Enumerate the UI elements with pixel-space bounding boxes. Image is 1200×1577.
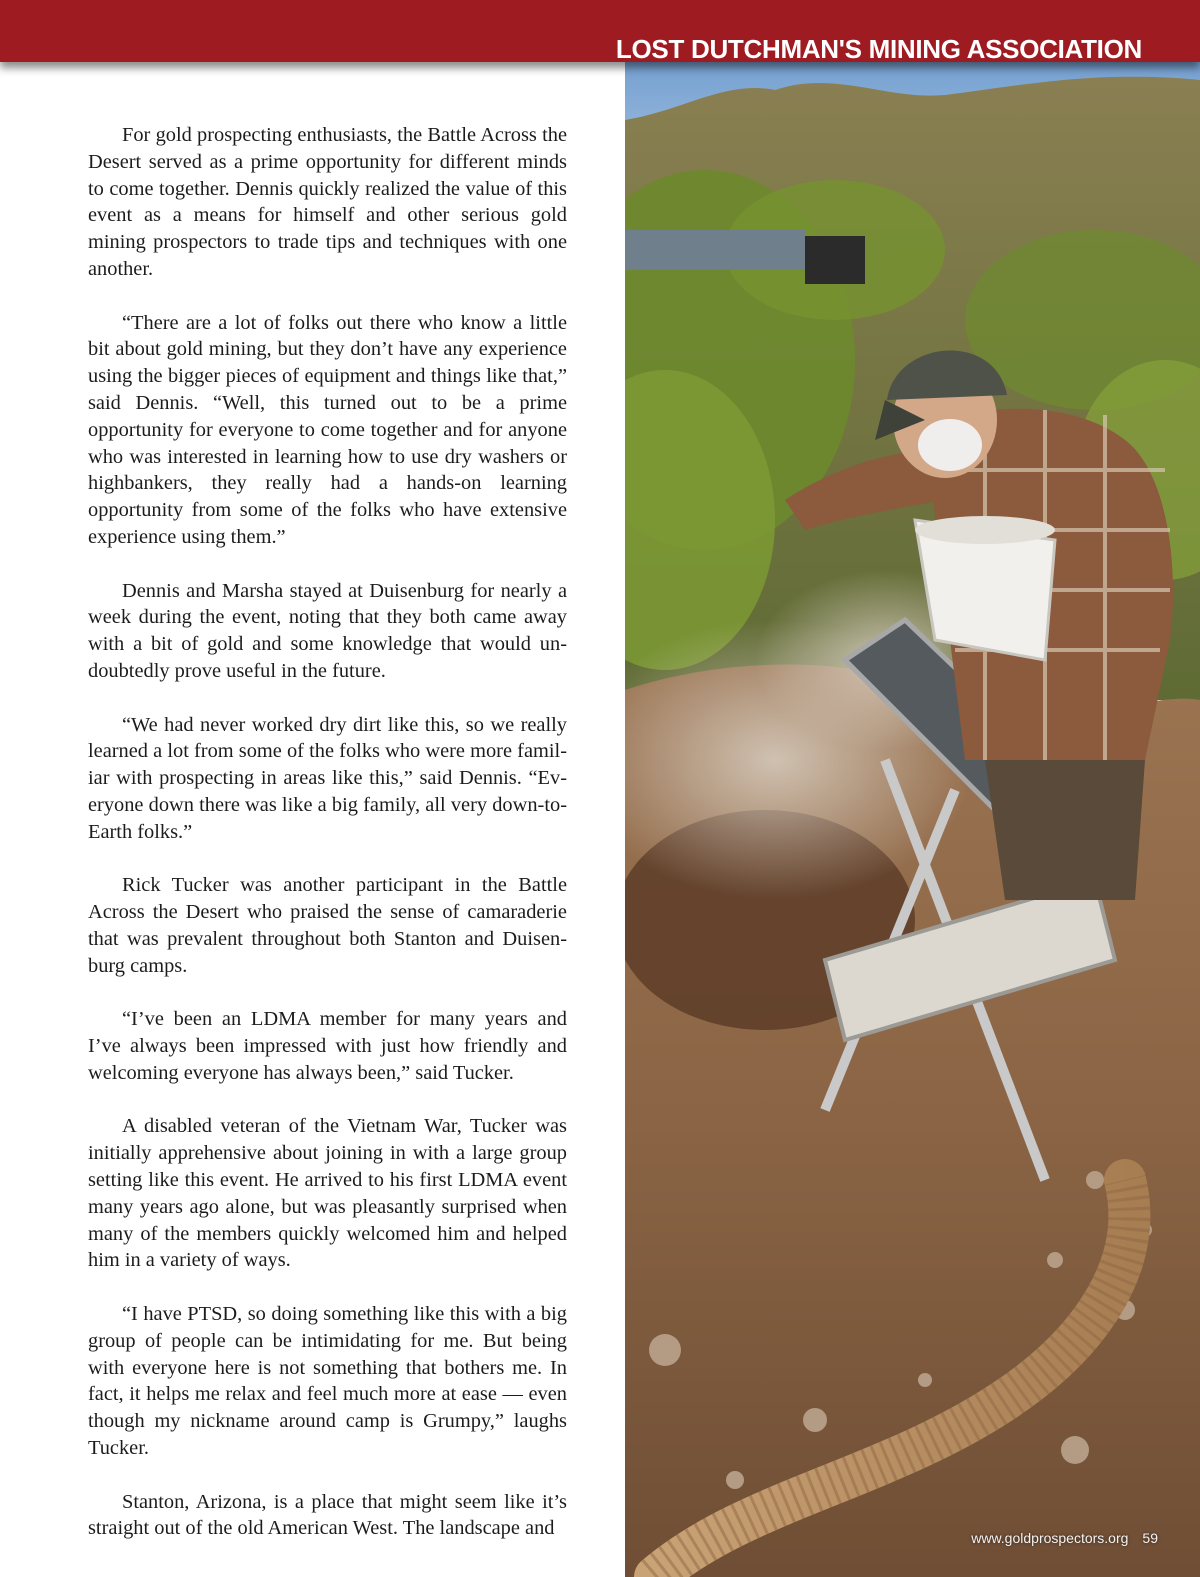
prospector-photo-illustration (625, 0, 1200, 1577)
article-photo (625, 0, 1200, 1577)
masthead-title: LOST DUTCHMAN'S MINING ASSOCIATION (615, 34, 1142, 64)
footer-website: www.goldprospectors.org (971, 1530, 1129, 1546)
page-number: 59 (1142, 1530, 1158, 1546)
article-paragraph: For gold prospecting enthusiasts, the Battle Across the Desert served as a prime opportunity for different minds to come together. Dennis quickly realized the value of this event as a means for himself and other serious gold mining prospectors to trade tips and techniques with one another. (88, 124, 567, 280)
article-body (88, 122, 567, 1569)
article-paragraph: Rick Tucker was another participant in the Battle Across the Desert who praised the sense of camaraderie that was prevalent throughout both Stanton and Duisenburg camps. (88, 874, 567, 977)
article-paragraph: “There are a lot of folks out there who know a little bit about gold mining, but they don’t have any experience using the bigger pieces of equipment and things like that,” said Dennis. “Well, this turned out to be a prime opportunity for everyone to come together and for anyone who was interested in learning how to use dry washers or highbankers, they really had a hands-on learning opportunity from some of the folks who have extensive experience using them.” (88, 311, 567, 548)
article-paragraph: “I’ve been an LDMA member for many years and I’ve always been impressed with just how friendly and welcoming everyone has always been,” said Tucker. (88, 1008, 567, 1084)
article-paragraph: A disabled veteran of the Vietnam War, Tucker was initially apprehensive about joining in with a large group setting like this event. He arrived to his first LDMA event many years ago alone, but was pleasantly surprised when many of the members quickly welcomed him and helped him in a variety of ways. (88, 1115, 567, 1272)
article-paragraph: Stanton, Arizona, is a place that might seem like it’s straight out of the old American West. The landscape and (88, 1490, 567, 1540)
page-footer (971, 1530, 1158, 1546)
article-paragraph: “We had never worked dry dirt like this, so we really learned a lot from some of the folks who were more familiar with prospecting in areas like this,” said Dennis. “Everyone down there was like a big family, all very down-to-Earth folks.” (88, 713, 567, 843)
article-paragraph: “I have PTSD, so doing something like this with a big group of people can be intimidating for me. But being with everyone here is not something that bothers me. In fact, it helps me relax and feel much more at ease — even though my nickname around camp is Grumpy,” laughs Tucker. (88, 1303, 567, 1460)
article-paragraph: Dennis and Marsha stayed at Duisenburg for nearly a week during the event, noting that they both came away with a bit of gold and some knowledge that would undoubtedly prove useful in the future. (88, 579, 567, 682)
